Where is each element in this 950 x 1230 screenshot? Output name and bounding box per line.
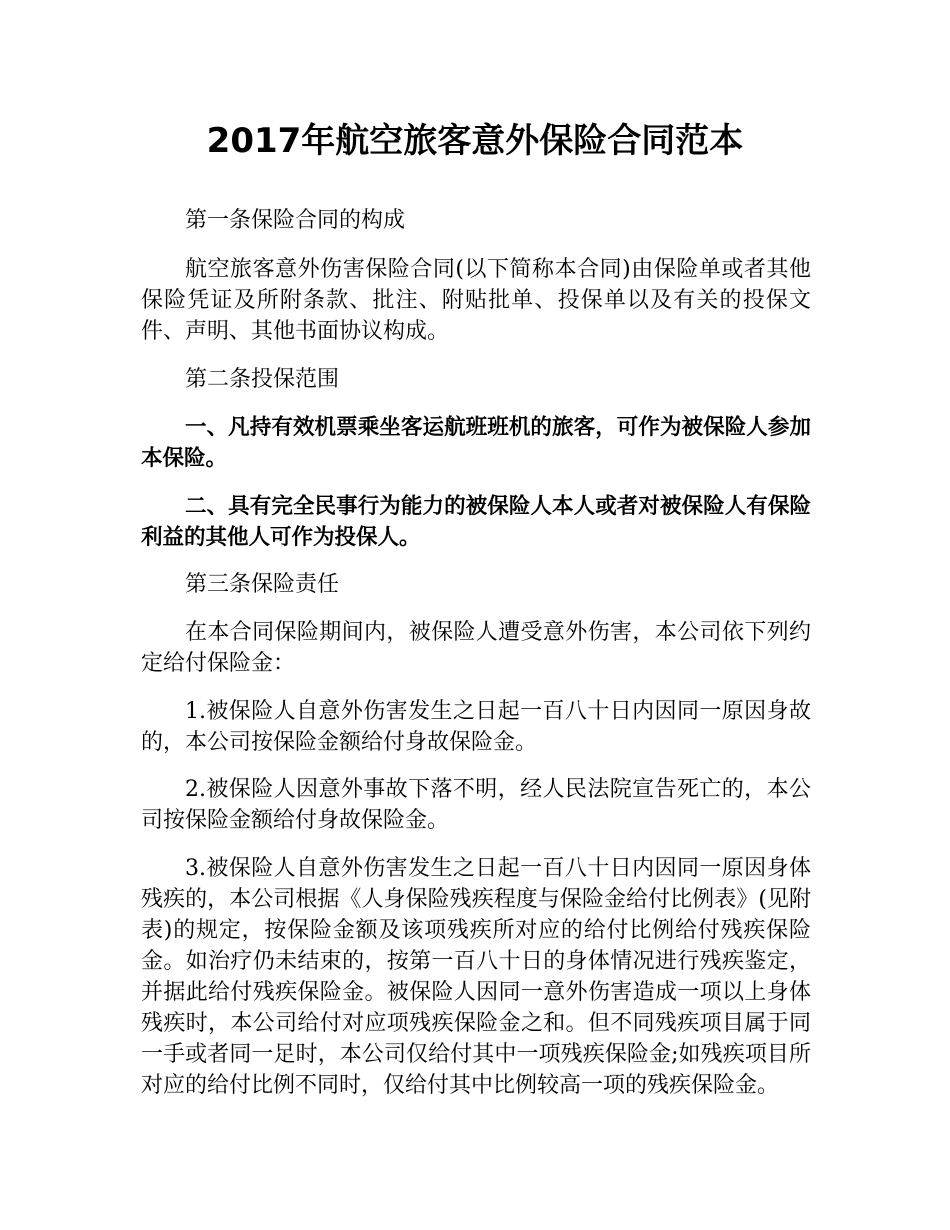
article-3-item-1: 1.被保险人自意外伤害发生之日起一百八十日内因同一原因身故的，本公司按保险金额给付身故保险金。 [141, 699, 811, 755]
article-3-item-2: 2.被保险人因意外事故下落不明，经人民法院宣告死亡的，本公司按保险金额给付身故保险金。 [141, 777, 811, 833]
article-3-heading: 第三条保险责任 [185, 572, 340, 597]
article-1-heading: 第一条保险合同的构成 [185, 208, 406, 233]
document-body [141, 200, 811, 1101]
article-1-text: 航空旅客意外伤害保险合同(以下简称本合同)由保险单或者其他保险凭证及所附条款、批注、附贴批单、投保单以及有关的投保文件、声明、其他书面协议构成。 [141, 257, 811, 344]
article-3-intro: 在本合同保险期间内，被保险人遭受意外伤害，本公司依下列约定给付保险金： [141, 620, 811, 676]
article-2-clause-2: 二、具有完全民事行为能力的被保险人本人或者对被保险人有保险利益的其他人可作为投保人。 [141, 494, 811, 550]
document-title: 2017年航空旅客意外保险合同范本 [206, 121, 744, 161]
article-2-clause-1: 一、凡持有效机票乘坐客运航班班机的旅客，可作为被保险人参加本保险。 [141, 415, 811, 471]
article-3-item-3: 3.被保险人自意外伤害发生之日起一百八十日内因同一原因身体残疾的，本公司根据《人身保险残疾程度与保险金给付比例表》(见附表)的规定，按保险金额及该项残疾所对应的给付比例给付残疾保险金。如治疗仍未结束的，按第一百八十日的身体情况进行残疾鉴定，并据此给付残疾保险金。被保险人因同一意外伤害造成一项以上身体残疾时，本公司给付对应项残疾保险金之和。但不同残疾项目属于同一手或者同一足时，本公司仅给付其中一项残疾保险金;如残疾项目所对应的给付比例不同时，仅给付其中比例较高一项的残疾保险金。 [141, 856, 811, 1098]
article-2-heading: 第二条投保范围 [185, 367, 340, 392]
